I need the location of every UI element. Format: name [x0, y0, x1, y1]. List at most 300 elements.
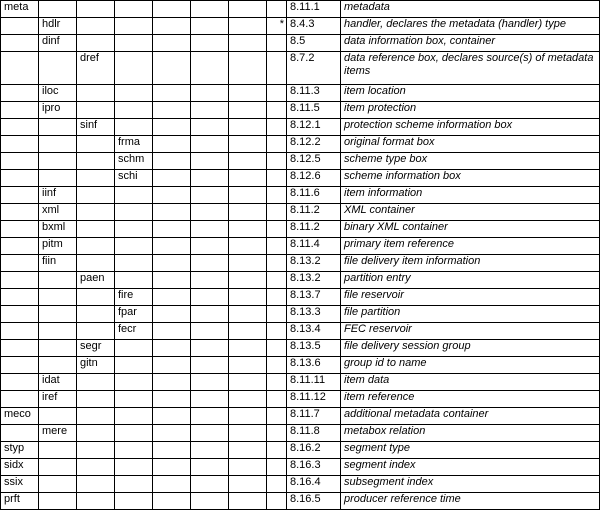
nesting-cell: [115, 238, 153, 255]
nesting-cell: [153, 272, 191, 289]
nesting-cell: [229, 35, 267, 52]
section-cell: 8.13.2: [287, 272, 341, 289]
table-row: [1, 18, 600, 35]
nesting-cell: [115, 425, 153, 442]
nesting-cell: [39, 272, 77, 289]
mandatory-mark-cell: [267, 187, 287, 204]
box-name-cell: styp: [1, 442, 39, 459]
nesting-cell: [39, 493, 77, 510]
table-row: [1, 35, 600, 52]
mandatory-mark-cell: [267, 35, 287, 52]
box-name-cell: mere: [39, 425, 77, 442]
mandatory-mark-cell: [267, 136, 287, 153]
mandatory-mark-cell: [267, 374, 287, 391]
nesting-cell: [1, 323, 39, 340]
nesting-cell: [191, 425, 229, 442]
description-cell: FEC reservoir: [341, 323, 600, 340]
box-name-cell: dref: [77, 52, 115, 85]
section-cell: 8.11.7: [287, 408, 341, 425]
box-name-cell: schi: [115, 170, 153, 187]
nesting-cell: [77, 102, 115, 119]
description-cell: original format box: [341, 136, 600, 153]
nesting-cell: [191, 272, 229, 289]
nesting-cell: [1, 170, 39, 187]
nesting-cell: [39, 459, 77, 476]
nesting-cell: [39, 476, 77, 493]
nesting-cell: [191, 442, 229, 459]
nesting-cell: [1, 357, 39, 374]
description-cell: group id to name: [341, 357, 600, 374]
nesting-cell: [229, 425, 267, 442]
nesting-cell: [229, 221, 267, 238]
nesting-cell: [229, 289, 267, 306]
mandatory-mark-cell: [267, 153, 287, 170]
table-row: [1, 442, 600, 459]
table-row: [1, 153, 600, 170]
mandatory-mark-cell: [267, 476, 287, 493]
nesting-cell: [39, 136, 77, 153]
nesting-cell: [77, 170, 115, 187]
nesting-cell: [191, 221, 229, 238]
nesting-cell: [115, 340, 153, 357]
mandatory-mark-cell: [267, 170, 287, 187]
nesting-cell: [229, 238, 267, 255]
nesting-cell: [153, 374, 191, 391]
section-cell: 8.16.2: [287, 442, 341, 459]
nesting-cell: [153, 476, 191, 493]
nesting-cell: [77, 18, 115, 35]
nesting-cell: [153, 35, 191, 52]
section-cell: 8.11.8: [287, 425, 341, 442]
nesting-cell: [115, 255, 153, 272]
section-cell: 8.13.6: [287, 357, 341, 374]
section-cell: 8.12.6: [287, 170, 341, 187]
section-cell: 8.11.2: [287, 221, 341, 238]
description-cell: item reference: [341, 391, 600, 408]
nesting-cell: [153, 459, 191, 476]
nesting-cell: [153, 391, 191, 408]
nesting-cell: [1, 136, 39, 153]
nesting-cell: [115, 374, 153, 391]
nesting-cell: [115, 1, 153, 18]
nesting-cell: [77, 374, 115, 391]
nesting-cell: [191, 102, 229, 119]
mandatory-mark-cell: *: [267, 18, 287, 35]
description-cell: file delivery item information: [341, 255, 600, 272]
box-name-cell: iloc: [39, 85, 77, 102]
nesting-cell: [1, 85, 39, 102]
description-cell: file delivery session group: [341, 340, 600, 357]
description-cell: file partition: [341, 306, 600, 323]
nesting-cell: [191, 1, 229, 18]
nesting-cell: [153, 52, 191, 85]
nesting-cell: [191, 170, 229, 187]
nesting-cell: [115, 204, 153, 221]
box-name-cell: bxml: [39, 221, 77, 238]
description-cell: partition entry: [341, 272, 600, 289]
mandatory-mark-cell: [267, 52, 287, 85]
table-row: [1, 255, 600, 272]
description-cell: segment index: [341, 459, 600, 476]
section-cell: 8.13.3: [287, 306, 341, 323]
table-row: [1, 272, 600, 289]
description-cell: metabox relation: [341, 425, 600, 442]
box-name-cell: idat: [39, 374, 77, 391]
box-name-cell: prft: [1, 493, 39, 510]
nesting-cell: [1, 187, 39, 204]
nesting-cell: [1, 119, 39, 136]
section-cell: 8.16.5: [287, 493, 341, 510]
nesting-cell: [191, 119, 229, 136]
table-row: [1, 85, 600, 102]
nesting-cell: [115, 18, 153, 35]
nesting-cell: [1, 340, 39, 357]
nesting-cell: [77, 459, 115, 476]
nesting-cell: [153, 18, 191, 35]
nesting-cell: [1, 153, 39, 170]
section-cell: 8.11.6: [287, 187, 341, 204]
nesting-cell: [191, 35, 229, 52]
box-name-cell: hdlr: [39, 18, 77, 35]
nesting-cell: [191, 238, 229, 255]
table-row: [1, 52, 600, 85]
table-row: [1, 459, 600, 476]
nesting-cell: [191, 136, 229, 153]
mandatory-mark-cell: [267, 425, 287, 442]
nesting-cell: [191, 289, 229, 306]
nesting-cell: [191, 493, 229, 510]
nesting-cell: [229, 357, 267, 374]
box-name-cell: gitn: [77, 357, 115, 374]
section-cell: 8.12.2: [287, 136, 341, 153]
table-row: [1, 357, 600, 374]
nesting-cell: [115, 85, 153, 102]
table-row: [1, 493, 600, 510]
table-row: [1, 340, 600, 357]
nesting-cell: [1, 306, 39, 323]
nesting-cell: [153, 170, 191, 187]
table-row: [1, 238, 600, 255]
table-row: [1, 204, 600, 221]
nesting-cell: [153, 238, 191, 255]
nesting-cell: [153, 408, 191, 425]
mandatory-mark-cell: [267, 85, 287, 102]
mandatory-mark-cell: [267, 323, 287, 340]
box-name-cell: iinf: [39, 187, 77, 204]
mandatory-mark-cell: [267, 459, 287, 476]
mandatory-mark-cell: [267, 119, 287, 136]
nesting-cell: [115, 476, 153, 493]
nesting-cell: [229, 18, 267, 35]
nesting-cell: [77, 306, 115, 323]
nesting-cell: [191, 476, 229, 493]
box-name-cell: segr: [77, 340, 115, 357]
section-cell: 8.11.5: [287, 102, 341, 119]
table-row: [1, 391, 600, 408]
nesting-cell: [1, 221, 39, 238]
nesting-cell: [77, 493, 115, 510]
section-cell: 8.11.12: [287, 391, 341, 408]
box-name-cell: ssix: [1, 476, 39, 493]
box-name-cell: dinf: [39, 35, 77, 52]
section-cell: 8.7.2: [287, 52, 341, 85]
nesting-cell: [115, 357, 153, 374]
nesting-cell: [153, 442, 191, 459]
description-cell: primary item reference: [341, 238, 600, 255]
box-name-cell: meta: [1, 1, 39, 18]
description-cell: XML container: [341, 204, 600, 221]
box-name-cell: frma: [115, 136, 153, 153]
section-cell: 8.16.4: [287, 476, 341, 493]
mandatory-mark-cell: [267, 221, 287, 238]
description-cell: producer reference time: [341, 493, 600, 510]
mandatory-mark-cell: [267, 238, 287, 255]
nesting-cell: [153, 340, 191, 357]
description-cell: protection scheme information box: [341, 119, 600, 136]
description-cell: handler, declares the metadata (handler) type: [341, 18, 600, 35]
section-cell: 8.13.7: [287, 289, 341, 306]
nesting-cell: [39, 170, 77, 187]
nesting-cell: [39, 357, 77, 374]
nesting-cell: [153, 255, 191, 272]
nesting-cell: [1, 18, 39, 35]
section-cell: 8.11.1: [287, 1, 341, 18]
nesting-cell: [229, 408, 267, 425]
nesting-cell: [115, 459, 153, 476]
nesting-cell: [153, 153, 191, 170]
description-cell: item location: [341, 85, 600, 102]
box-name-cell: paen: [77, 272, 115, 289]
nesting-cell: [191, 52, 229, 85]
nesting-cell: [229, 255, 267, 272]
description-cell: segment type: [341, 442, 600, 459]
description-cell: data information box, container: [341, 35, 600, 52]
nesting-cell: [77, 476, 115, 493]
nesting-cell: [229, 153, 267, 170]
table-row: [1, 119, 600, 136]
section-cell: 8.12.5: [287, 153, 341, 170]
nesting-cell: [229, 459, 267, 476]
nesting-cell: [229, 52, 267, 85]
nesting-cell: [153, 85, 191, 102]
box-name-cell: sinf: [77, 119, 115, 136]
nesting-cell: [153, 136, 191, 153]
nesting-cell: [153, 306, 191, 323]
nesting-cell: [191, 204, 229, 221]
mandatory-mark-cell: [267, 340, 287, 357]
nesting-cell: [39, 119, 77, 136]
nesting-cell: [115, 187, 153, 204]
nesting-cell: [229, 374, 267, 391]
nesting-cell: [153, 357, 191, 374]
nesting-cell: [77, 136, 115, 153]
nesting-cell: [153, 323, 191, 340]
description-cell: metadata: [341, 1, 600, 18]
box-name-cell: fpar: [115, 306, 153, 323]
description-cell: scheme information box: [341, 170, 600, 187]
nesting-cell: [191, 357, 229, 374]
box-name-cell: fire: [115, 289, 153, 306]
mandatory-mark-cell: [267, 306, 287, 323]
table-row: [1, 187, 600, 204]
nesting-cell: [229, 1, 267, 18]
nesting-cell: [115, 391, 153, 408]
table-row: [1, 136, 600, 153]
section-cell: 8.4.3: [287, 18, 341, 35]
nesting-cell: [39, 442, 77, 459]
section-cell: 8.13.5: [287, 340, 341, 357]
nesting-cell: [39, 306, 77, 323]
nesting-cell: [77, 408, 115, 425]
description-cell: item protection: [341, 102, 600, 119]
box-name-cell: schm: [115, 153, 153, 170]
nesting-cell: [1, 289, 39, 306]
nesting-cell: [191, 374, 229, 391]
nesting-cell: [153, 289, 191, 306]
box-name-cell: pitm: [39, 238, 77, 255]
mandatory-mark-cell: [267, 272, 287, 289]
section-cell: 8.11.11: [287, 374, 341, 391]
nesting-cell: [229, 493, 267, 510]
nesting-cell: [115, 272, 153, 289]
nesting-cell: [191, 18, 229, 35]
nesting-cell: [115, 408, 153, 425]
nesting-cell: [153, 204, 191, 221]
mandatory-mark-cell: [267, 357, 287, 374]
section-cell: 8.5: [287, 35, 341, 52]
box-name-cell: xml: [39, 204, 77, 221]
nesting-cell: [191, 391, 229, 408]
nesting-cell: [39, 52, 77, 85]
nesting-cell: [153, 102, 191, 119]
mandatory-mark-cell: [267, 102, 287, 119]
mandatory-mark-cell: [267, 255, 287, 272]
box-name-cell: fiin: [39, 255, 77, 272]
nesting-cell: [229, 170, 267, 187]
nesting-cell: [153, 493, 191, 510]
nesting-cell: [229, 85, 267, 102]
section-cell: 8.13.4: [287, 323, 341, 340]
nesting-cell: [191, 255, 229, 272]
nesting-cell: [153, 1, 191, 18]
table-row: [1, 476, 600, 493]
nesting-cell: [191, 85, 229, 102]
nesting-cell: [1, 425, 39, 442]
nesting-cell: [115, 221, 153, 238]
table-row: [1, 425, 600, 442]
mandatory-mark-cell: [267, 289, 287, 306]
box-name-cell: fecr: [115, 323, 153, 340]
nesting-cell: [229, 476, 267, 493]
description-cell: item data: [341, 374, 600, 391]
description-cell: item information: [341, 187, 600, 204]
nesting-cell: [191, 153, 229, 170]
nesting-cell: [229, 340, 267, 357]
nesting-cell: [1, 204, 39, 221]
nesting-cell: [1, 238, 39, 255]
nesting-cell: [39, 153, 77, 170]
nesting-cell: [77, 187, 115, 204]
nesting-cell: [1, 35, 39, 52]
nesting-cell: [77, 425, 115, 442]
nesting-cell: [115, 442, 153, 459]
mandatory-mark-cell: [267, 408, 287, 425]
nesting-cell: [229, 272, 267, 289]
nesting-cell: [229, 204, 267, 221]
description-cell: subsegment index: [341, 476, 600, 493]
table-body: [1, 1, 600, 510]
nesting-cell: [77, 1, 115, 18]
nesting-cell: [191, 323, 229, 340]
nesting-cell: [191, 340, 229, 357]
nesting-cell: [115, 493, 153, 510]
nesting-cell: [39, 289, 77, 306]
nesting-cell: [229, 136, 267, 153]
nesting-cell: [153, 221, 191, 238]
nesting-cell: [39, 323, 77, 340]
table-row: [1, 374, 600, 391]
nesting-cell: [77, 35, 115, 52]
nesting-cell: [229, 323, 267, 340]
nesting-cell: [153, 187, 191, 204]
nesting-cell: [1, 272, 39, 289]
nesting-cell: [77, 255, 115, 272]
box-name-cell: ipro: [39, 102, 77, 119]
nesting-cell: [1, 391, 39, 408]
table-row: [1, 102, 600, 119]
mandatory-mark-cell: [267, 391, 287, 408]
box-name-cell: meco: [1, 408, 39, 425]
box-name-cell: sidx: [1, 459, 39, 476]
nesting-cell: [1, 255, 39, 272]
nesting-cell: [153, 119, 191, 136]
table-row: [1, 289, 600, 306]
description-cell: scheme type box: [341, 153, 600, 170]
nesting-cell: [229, 187, 267, 204]
section-cell: 8.13.2: [287, 255, 341, 272]
nesting-cell: [77, 85, 115, 102]
description-cell: binary XML container: [341, 221, 600, 238]
nesting-cell: [77, 204, 115, 221]
table-row: [1, 170, 600, 187]
nesting-cell: [229, 442, 267, 459]
nesting-cell: [229, 102, 267, 119]
nesting-cell: [115, 119, 153, 136]
mandatory-mark-cell: [267, 1, 287, 18]
box-name-cell: iref: [39, 391, 77, 408]
mandatory-mark-cell: [267, 204, 287, 221]
nesting-cell: [191, 306, 229, 323]
nesting-cell: [1, 374, 39, 391]
table-row: [1, 221, 600, 238]
nesting-cell: [1, 52, 39, 85]
description-cell: data reference box, declares source(s) of metadata items: [341, 52, 600, 85]
nesting-cell: [77, 442, 115, 459]
nesting-cell: [191, 187, 229, 204]
section-cell: 8.11.3: [287, 85, 341, 102]
description-cell: additional metadata container: [341, 408, 600, 425]
nesting-cell: [77, 238, 115, 255]
nesting-cell: [115, 35, 153, 52]
nesting-cell: [229, 119, 267, 136]
nesting-cell: [153, 425, 191, 442]
nesting-cell: [229, 391, 267, 408]
nesting-cell: [191, 459, 229, 476]
section-cell: 8.16.3: [287, 459, 341, 476]
nesting-cell: [77, 289, 115, 306]
nesting-cell: [77, 221, 115, 238]
nesting-cell: [191, 408, 229, 425]
